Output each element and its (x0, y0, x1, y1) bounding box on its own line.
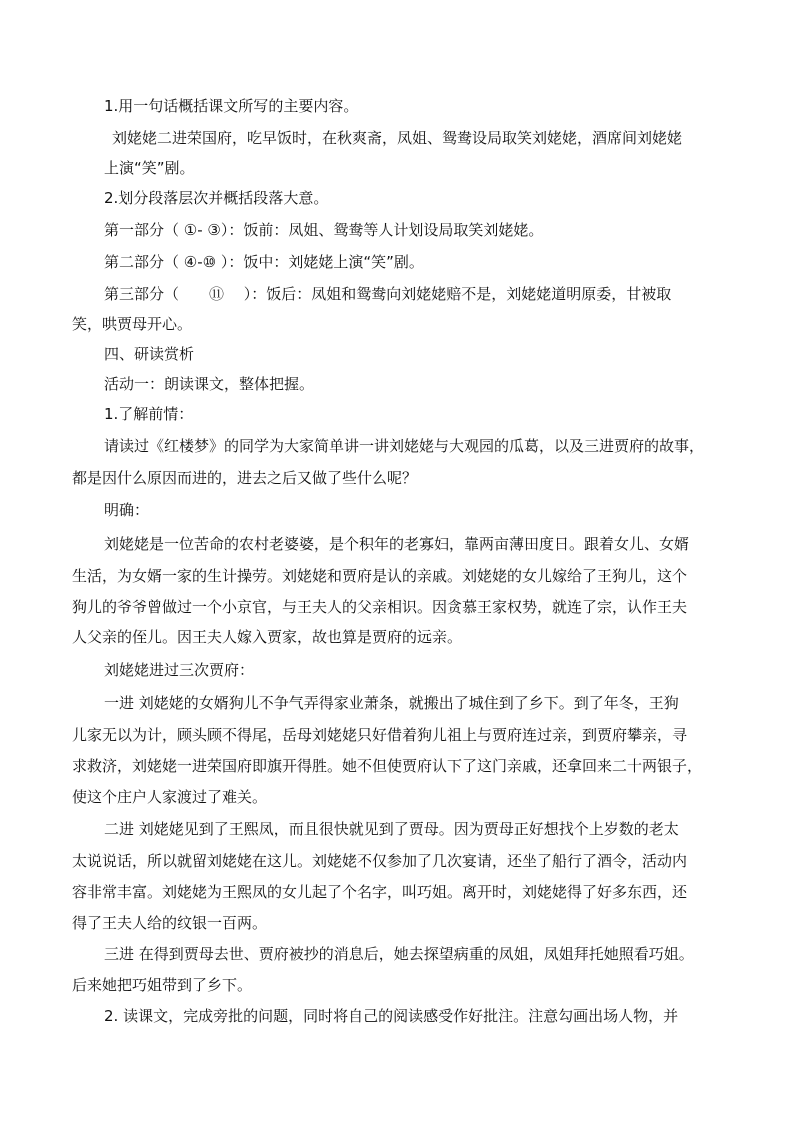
text-line-18: 人父亲的侄儿。因王夫人嫁入贾家，故也算是贾府的远亲。 (72, 628, 463, 646)
text-line-6: 第二部分（ ④-⑩ ）：饭中：刘姥姥上演“笑”剧。 (104, 253, 424, 271)
text-line-21: 儿家无以为计，顾头顾不得尾，岳母刘姥姥只好借着狗儿祖上与贾府连过亲，到贾府攀亲，寻 (72, 726, 688, 744)
text-line-26: 容非常丰富。刘姥姥为王熙凤的女儿起了个名字，叫巧姐。离开时，刘姥姥得了好多东西，还 (72, 883, 688, 901)
text-line-30: 2. 读课文，完成旁批的问题，同时将自己的阅读感受作好批注。注意勾画出场人物，并 (104, 1007, 679, 1025)
text-line-25: 太说说话，所以就留刘姥姥在这儿。刘姥姥不仅参加了几次宴请，还坐了船行了酒令，活动内 (72, 852, 688, 870)
text-line-16: 生活，为女婿一家的生计操劳。刘姥姥和贾府是认的亲戚。刘姥姥的女儿嫁给了王狗儿，这个 (72, 567, 688, 585)
activity-heading: 活动一：朗读课文，整体把握。 (104, 375, 315, 393)
text-line-22: 求救济，刘姥姥一进荣国府即旗开得胜。她不但使贾府认下了这门亲戚，还拿回来二十两银子， (72, 757, 703, 775)
text-line-1: 1.用一句话概括课文所写的主要内容。 (104, 97, 359, 115)
text-line-7: 第三部分（ ⑪ ）：饭后：凤姐和鸳鸯向刘姥姥赔不是，刘姥姥道明原委，甘被取 (104, 285, 672, 303)
text-line-27: 得了王夫人给的纹银一百两。 (72, 914, 268, 932)
text-line-2: 刘姥姥二进荣国府，吃早饭时，在秋爽斋，凤姐、鸳鸯设局取笑刘姥姥，酒席间刘姥姥 (112, 129, 683, 147)
text-line-15: 刘姥姥是一位苦命的农村老婆婆，是个积年的老寡妇，靠两亩薄田度日。跟着女儿、女婿 (104, 535, 690, 553)
text-line-11: 1.了解前情： (104, 405, 194, 423)
text-line-3: 上演“笑”剧。 (104, 159, 195, 177)
text-line-14: 明确： (104, 501, 150, 519)
section-heading: 四、研读赏析 (104, 345, 195, 363)
text-line-8: 笑，哄贾母开心。 (72, 315, 193, 333)
text-line-23: 使这个庄户人家渡过了难关。 (72, 788, 268, 806)
text-line-28: 三进 在得到贾母去世、贾府被抄的消息后，她去探望病重的凤姐，凤姐拜托她照看巧姐。 (104, 945, 694, 963)
text-line-4: 2.划分段落层次并概括段落大意。 (104, 189, 329, 207)
text-line-19: 刘姥姥进过三次贾府： (104, 661, 255, 679)
text-line-29: 后来她把巧姐带到了乡下。 (72, 976, 253, 994)
text-line-24: 二进 刘姥姥见到了王熙凤，而且很快就见到了贾母。因为贾母正好想找个上岁数的老太 (104, 820, 679, 838)
text-line-17: 狗儿的爷爷曾做过一个小京官，与王夫人的父亲相识。因贪慕王家权势，就连了宗，认作王夫 (72, 598, 688, 616)
text-line-12: 请读过《红楼梦》的同学为大家简单讲一讲刘姥姥与大观园的瓜葛，以及三进贾府的故事， (104, 437, 705, 455)
text-line-20: 一进 刘姥姥的女婿狗儿不争气弄得家业萧条，就搬出了城住到了乡下。到了年冬，王狗 (104, 694, 679, 712)
text-line-13: 都是因什么原因而进的，进去之后又做了些什么呢？ (72, 469, 418, 487)
text-line-5: 第一部分（ ①- ③）：饭前：凤姐、鸳鸯等人计划设局取笑刘姥姥。 (104, 221, 544, 239)
